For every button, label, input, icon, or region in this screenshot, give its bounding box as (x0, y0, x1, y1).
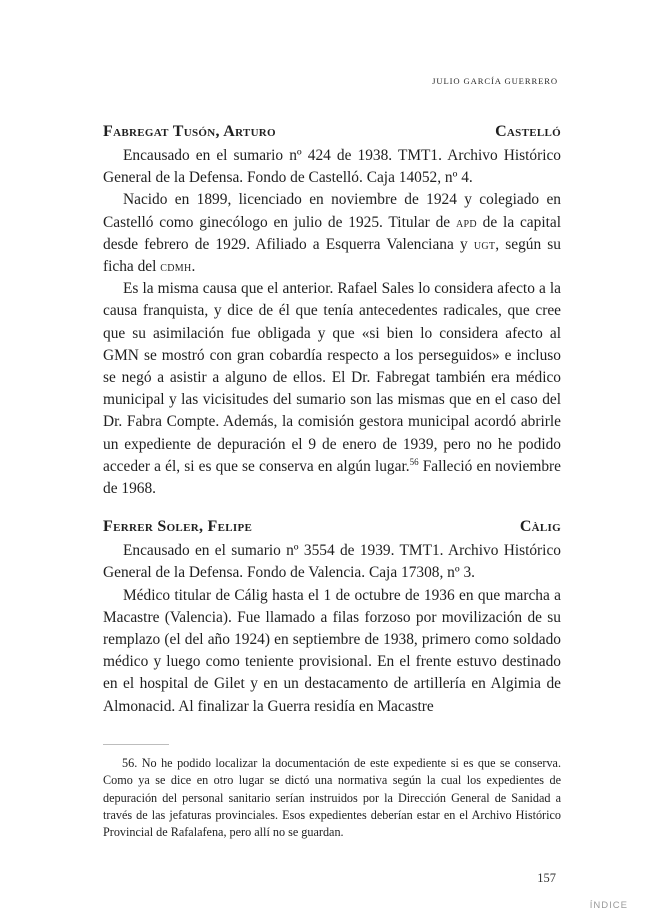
entry-place: Castelló (495, 123, 561, 140)
entry-name: Fabregat Tusón, Arturo (103, 123, 276, 140)
paragraph: Médico titular de Cálig hasta el 1 de octubre de 1936 en que marcha a Macastre (Valencia). Fue llamado a filas forzoso por movilización de su remplazo (el del año 1924) en septiembre de 1938, primero como soldado médico y luego como teniente provisional. En el frente estuvo destinado en el hospital de Gilet y en un destacamento de artillería en Algimia de Almonacid. Al finalizar la Guerra residía en Macastre (103, 586, 561, 715)
footnote-reference[interactable]: 56 (409, 456, 419, 467)
main-text (103, 123, 561, 718)
paragraph (103, 278, 561, 500)
paragraph (103, 189, 561, 278)
paragraph: Encausado en el sumario nº 424 de 1938. TMT1. Archivo Histórico General de la Defensa. Fondo de Castelló. Caja 14052, nº 4. (103, 147, 561, 187)
entry-name: Ferrer Soler, Felipe (103, 518, 253, 536)
index-link[interactable]: ÍNDICE (589, 900, 628, 911)
text-run: , según su ficha del (103, 235, 561, 276)
text-run: Falleció en noviembre de 1968. (103, 457, 561, 498)
page-number: 157 (537, 871, 556, 885)
footnote-divider (103, 744, 169, 745)
entry-heading (103, 123, 561, 141)
acronym: ugt (473, 236, 496, 253)
entry-heading (103, 518, 561, 536)
footnote: 56. No he podido localizar la documentación de este expediente si es que se conserva. Como ya se dice en otro lugar se dictó una normativa según la cual los expedientes de depuración del personal sanitario serían instruidos por la Dirección General de Sanidad a través de las jefaturas provinciales. Esos expedientes deberían estar en el Archivo Histórico Provincial de Rafalafena, pero allí no se guardan. (103, 756, 561, 840)
acronym: cdmh (160, 259, 192, 276)
entry-place: Càlig (519, 518, 561, 536)
text-run: de la capital desde febrero de 1929. Afiliado a Esquerra Valenciana y (103, 213, 561, 253)
text-run: Nacido en 1899, licenciado en noviembre de 1924 y colegiado en Castelló como ginecólogo en julio de 1925. Titular de (103, 191, 561, 231)
running-header: JULIO GARCÍA GUERRERO (432, 76, 558, 86)
text-run: . (191, 258, 196, 276)
text-run: Es la misma causa que el anterior. Rafael Sales lo considera afecto a la causa franquista, y dice de él que tenía antecedentes radicales, que cree que su asimilación fue obligada y que «si bien lo considera afecto al GMN se mostró con gran cobardía respecto a los perseguidos» e incluso se negó a asistir a alguno de ellos. El Dr. Fabregat también era médico municipal y las vicisitudes del sumario son las mismas que en el caso del Dr. Fabra Compte. Además, la comisión gestora municipal acordó abrirle un expediente de depuración el 9 de enero de 1939, pero no he podido acceder a él, si es que se conserva en algún lugar. (103, 280, 561, 475)
paragraph: Encausado en el sumario nº 3554 de 1939. TMT1. Archivo Histórico General de la Defensa. Fondo de Valencia. Caja 17308, nº 3. (103, 542, 561, 582)
acronym: apd (455, 214, 477, 231)
